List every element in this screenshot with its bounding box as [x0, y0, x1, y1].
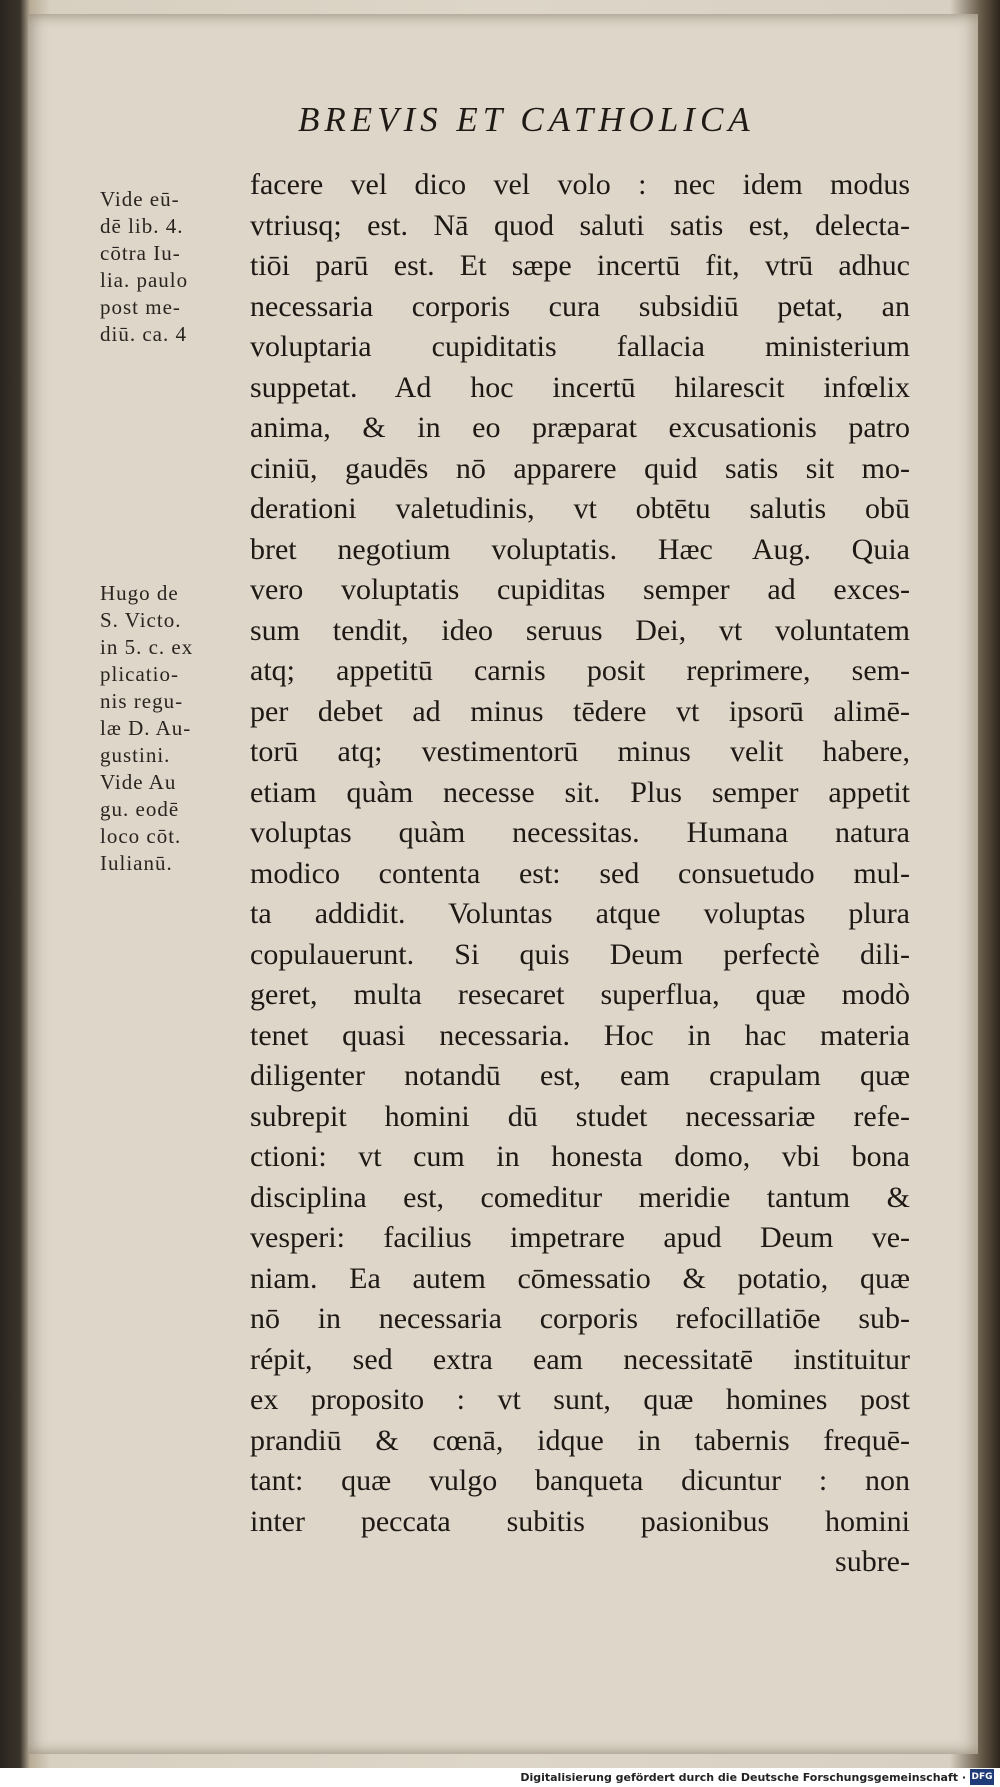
text-line: subrepit homini dū studet necessariæ refe-: [250, 1099, 910, 1133]
running-head: BREVIS ET CATHOLICA: [298, 100, 755, 139]
text-line: bret negotium voluptatis. Hæc Aug. Quia: [250, 532, 910, 566]
text-line: tant: quæ vulgo banqueta dicuntur : non: [250, 1464, 910, 1497]
text-line: prandiū & cœnā, idque in tabernis frequē-: [250, 1423, 910, 1457]
text-line: vesperi: facilius impetrare apud Deum ve-: [250, 1221, 910, 1254]
marginal-line: post me-: [100, 295, 181, 319]
catchword: subre-: [835, 1545, 910, 1578]
text-line: diligenter notandū est, eam crapulam quæ: [250, 1059, 910, 1092]
text-line: torū atq; vestimentorū minus velit habere,: [250, 735, 910, 768]
text-line: modico contenta est: sed consuetudo mul-: [250, 856, 910, 890]
text-line: facere vel dico vel volo : nec idem modus: [250, 168, 910, 201]
text-line: ctioni: vt cum in honesta domo, vbi bona: [250, 1140, 910, 1173]
text-line: niam. Ea autem cōmessatio & potatio, quæ: [250, 1261, 910, 1295]
text-line: voluptas quàm necessitas. Humana natura: [250, 816, 910, 849]
footer-credit: Digitalisierung gefördert durch die Deutsche Forschungsgemeinschaft ·: [520, 1771, 966, 1784]
text-line: inter peccata subitis pasionibus homini: [250, 1504, 910, 1538]
text-line: tenet quasi necessaria. Hoc in hac materia: [250, 1018, 910, 1052]
marginal-note-1: [100, 186, 240, 348]
marginal-line: Hugo de: [100, 581, 179, 605]
text-line: nō in necessaria corporis refocillatiōe sub-: [250, 1302, 910, 1335]
marginal-line: nis regu-: [100, 689, 184, 713]
text-line: tiōi parū est. Et sæpe incertū fit, vtrū adhuc: [250, 249, 910, 282]
main-text-block: [250, 165, 910, 1583]
text-line: geret, multa resecaret superflua, quæ modò: [250, 978, 910, 1011]
marginal-line: gustini.: [100, 743, 171, 767]
text-line: necessaria corporis cura subsidiū petat, an: [250, 289, 910, 323]
text-line: per debet ad minus tēdere vt ipsorū alimē-: [250, 694, 910, 728]
text-line: etiam quàm necesse sit. Plus semper appetit: [250, 775, 910, 809]
marginal-line: lia. paulo: [100, 268, 189, 292]
marginal-line: plicatio-: [100, 662, 179, 686]
dfg-logo: DFG: [970, 1769, 994, 1785]
text-line: anima, & in eo præparat excusationis patro: [250, 411, 910, 444]
text-line: sum tendit, ideo seruus Dei, vt voluntatem: [250, 613, 910, 647]
marginal-line: læ D. Au-: [100, 716, 192, 740]
marginal-line: loco cōt.: [100, 824, 182, 848]
text-line: ta addidit. Voluntas atque voluptas plura: [250, 897, 910, 930]
text-line: suppetat. Ad hoc incertū hilarescit infœlix: [250, 370, 910, 404]
marginal-line: in 5. c. ex: [100, 635, 194, 659]
marginal-line: cōtra Iu-: [100, 241, 181, 265]
text-line: copulauerunt. Si quis Deum perfectè dili-: [250, 937, 910, 971]
text-line: disciplina est, comeditur meridie tantum &: [250, 1180, 910, 1214]
text-line: atq; appetitū carnis posit reprimere, sem-: [250, 654, 910, 687]
text-line: répit, sed extra eam necessitatē instituitur: [250, 1342, 910, 1376]
text-line: vero voluptatis cupiditas semper ad exces-: [250, 573, 910, 606]
text-line: derationi valetudinis, vt obtētu salutis obū: [250, 492, 910, 525]
marginal-line: Iulianū.: [100, 851, 173, 875]
marginal-line: diū. ca. 4: [100, 322, 187, 346]
marginal-note-2: [100, 580, 240, 877]
marginal-line: S. Victo.: [100, 608, 182, 632]
text-line: ciniū, gaudēs nō apparere quid satis sit mo-: [250, 451, 910, 485]
marginal-line: Vide Au: [100, 770, 177, 794]
text-line: vtriusq; est. Nā quod saluti satis est, delecta-: [250, 208, 910, 242]
text-line: ex proposito : vt sunt, quæ homines post: [250, 1383, 910, 1416]
marginal-line: Vide eū-: [100, 187, 180, 211]
text-line: voluptaria cupiditatis fallacia ministerium: [250, 330, 910, 363]
marginal-line: dē lib. 4.: [100, 214, 184, 238]
marginal-line: gu. eodē: [100, 797, 180, 821]
